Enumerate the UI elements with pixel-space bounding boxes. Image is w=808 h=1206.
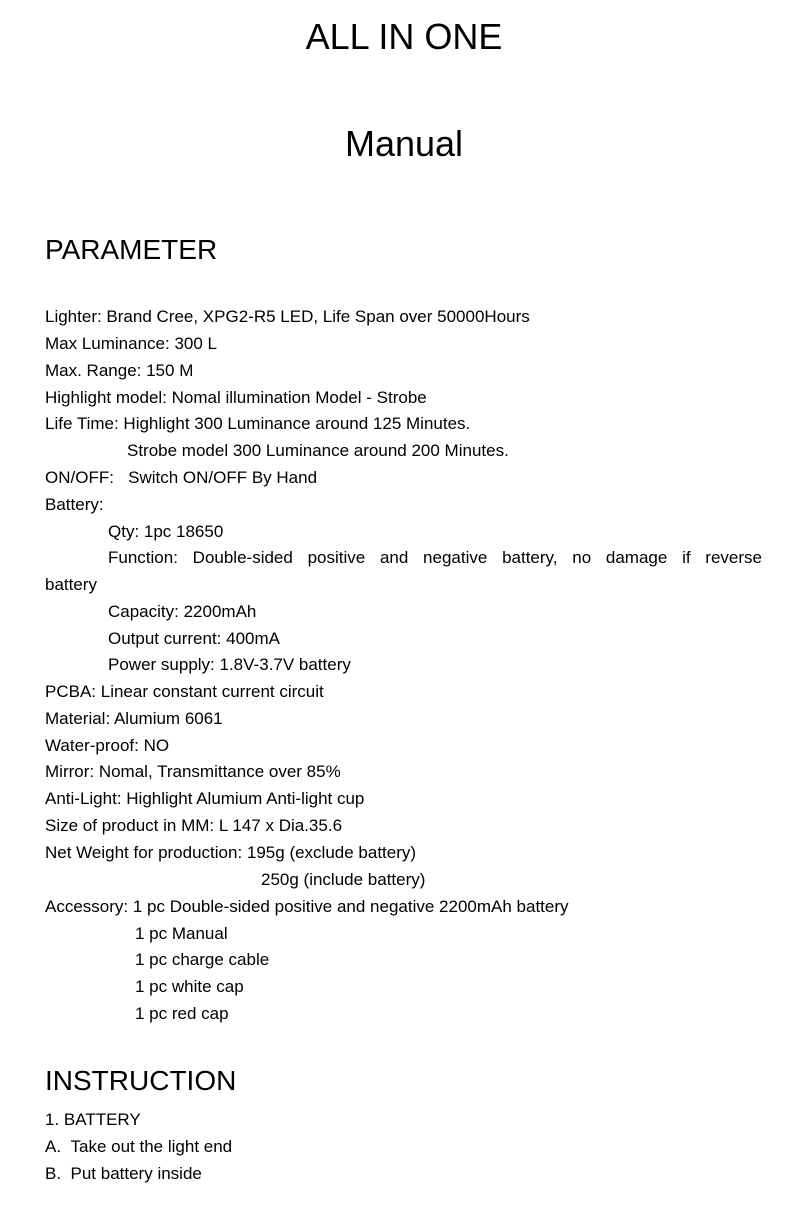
document-title: ALL IN ONE — [305, 16, 503, 57]
spec-max-luminance: Max Luminance: 300 L — [45, 334, 217, 353]
spec-mirror: Mirror: Nomal, Transmittance over 85% — [45, 762, 341, 781]
spec-battery-label: Battery: — [45, 495, 104, 514]
spec-life-time: Life Time: Highlight 300 Luminance around 125 Minutes. — [45, 414, 471, 433]
spec-size: Size of product in MM: L 147 x Dia.35.6 — [45, 816, 343, 835]
spec-battery-power-supply: Power supply: 1.8V-3.7V battery — [108, 655, 351, 674]
spec-battery-function: Function: Double-sided positive and negative battery, no damage if reverse — [108, 548, 762, 567]
accessory-item: 1 pc white cap — [135, 977, 244, 996]
accessory-item: 1 pc red cap — [135, 1004, 229, 1023]
spec-max-range: Max. Range: 150 M — [45, 361, 194, 380]
spec-life-time-strobe: Strobe model 300 Luminance around 200 Minutes. — [127, 441, 509, 460]
spec-material: Material: Alumium 6061 — [45, 709, 223, 728]
spec-lighter: Lighter: Brand Cree, XPG2-R5 LED, Life Span over 50000Hours — [45, 307, 530, 326]
spec-battery-function-cont: battery — [45, 575, 97, 594]
spec-anti-light: Anti-Light: Highlight Alumium Anti-light cup — [45, 789, 365, 808]
instruction-step: B. Put battery inside — [45, 1164, 202, 1183]
spec-highlight-model: Highlight model: Nomal illumination Model - Strobe — [45, 388, 427, 407]
instruction-step: 1. BATTERY — [45, 1110, 141, 1129]
accessory-item: 1 pc Manual — [135, 924, 228, 943]
parameter-heading: PARAMETER — [45, 234, 218, 265]
spec-net-weight: Net Weight for production: 195g (exclude battery) — [45, 843, 417, 862]
spec-pcba: PCBA: Linear constant current circuit — [45, 682, 324, 701]
accessory-item: 1 pc charge cable — [135, 950, 270, 969]
document-subtitle: Manual — [344, 123, 464, 164]
instruction-heading: INSTRUCTION — [45, 1065, 237, 1096]
spec-net-weight-include: 250g (include battery) — [261, 870, 426, 889]
spec-battery-capacity: Capacity: 2200mAh — [108, 602, 257, 621]
spec-on-off: ON/OFF: Switch ON/OFF By Hand — [45, 468, 318, 487]
spec-battery-qty: Qty: 1pc 18650 — [108, 522, 224, 541]
spec-battery-output-current: Output current: 400mA — [108, 629, 280, 648]
instruction-step: A. Take out the light end — [45, 1137, 233, 1156]
spec-water-proof: Water-proof: NO — [45, 736, 170, 755]
spec-accessory: Accessory: 1 pc Double-sided positive and negative 2200mAh battery — [45, 897, 569, 916]
